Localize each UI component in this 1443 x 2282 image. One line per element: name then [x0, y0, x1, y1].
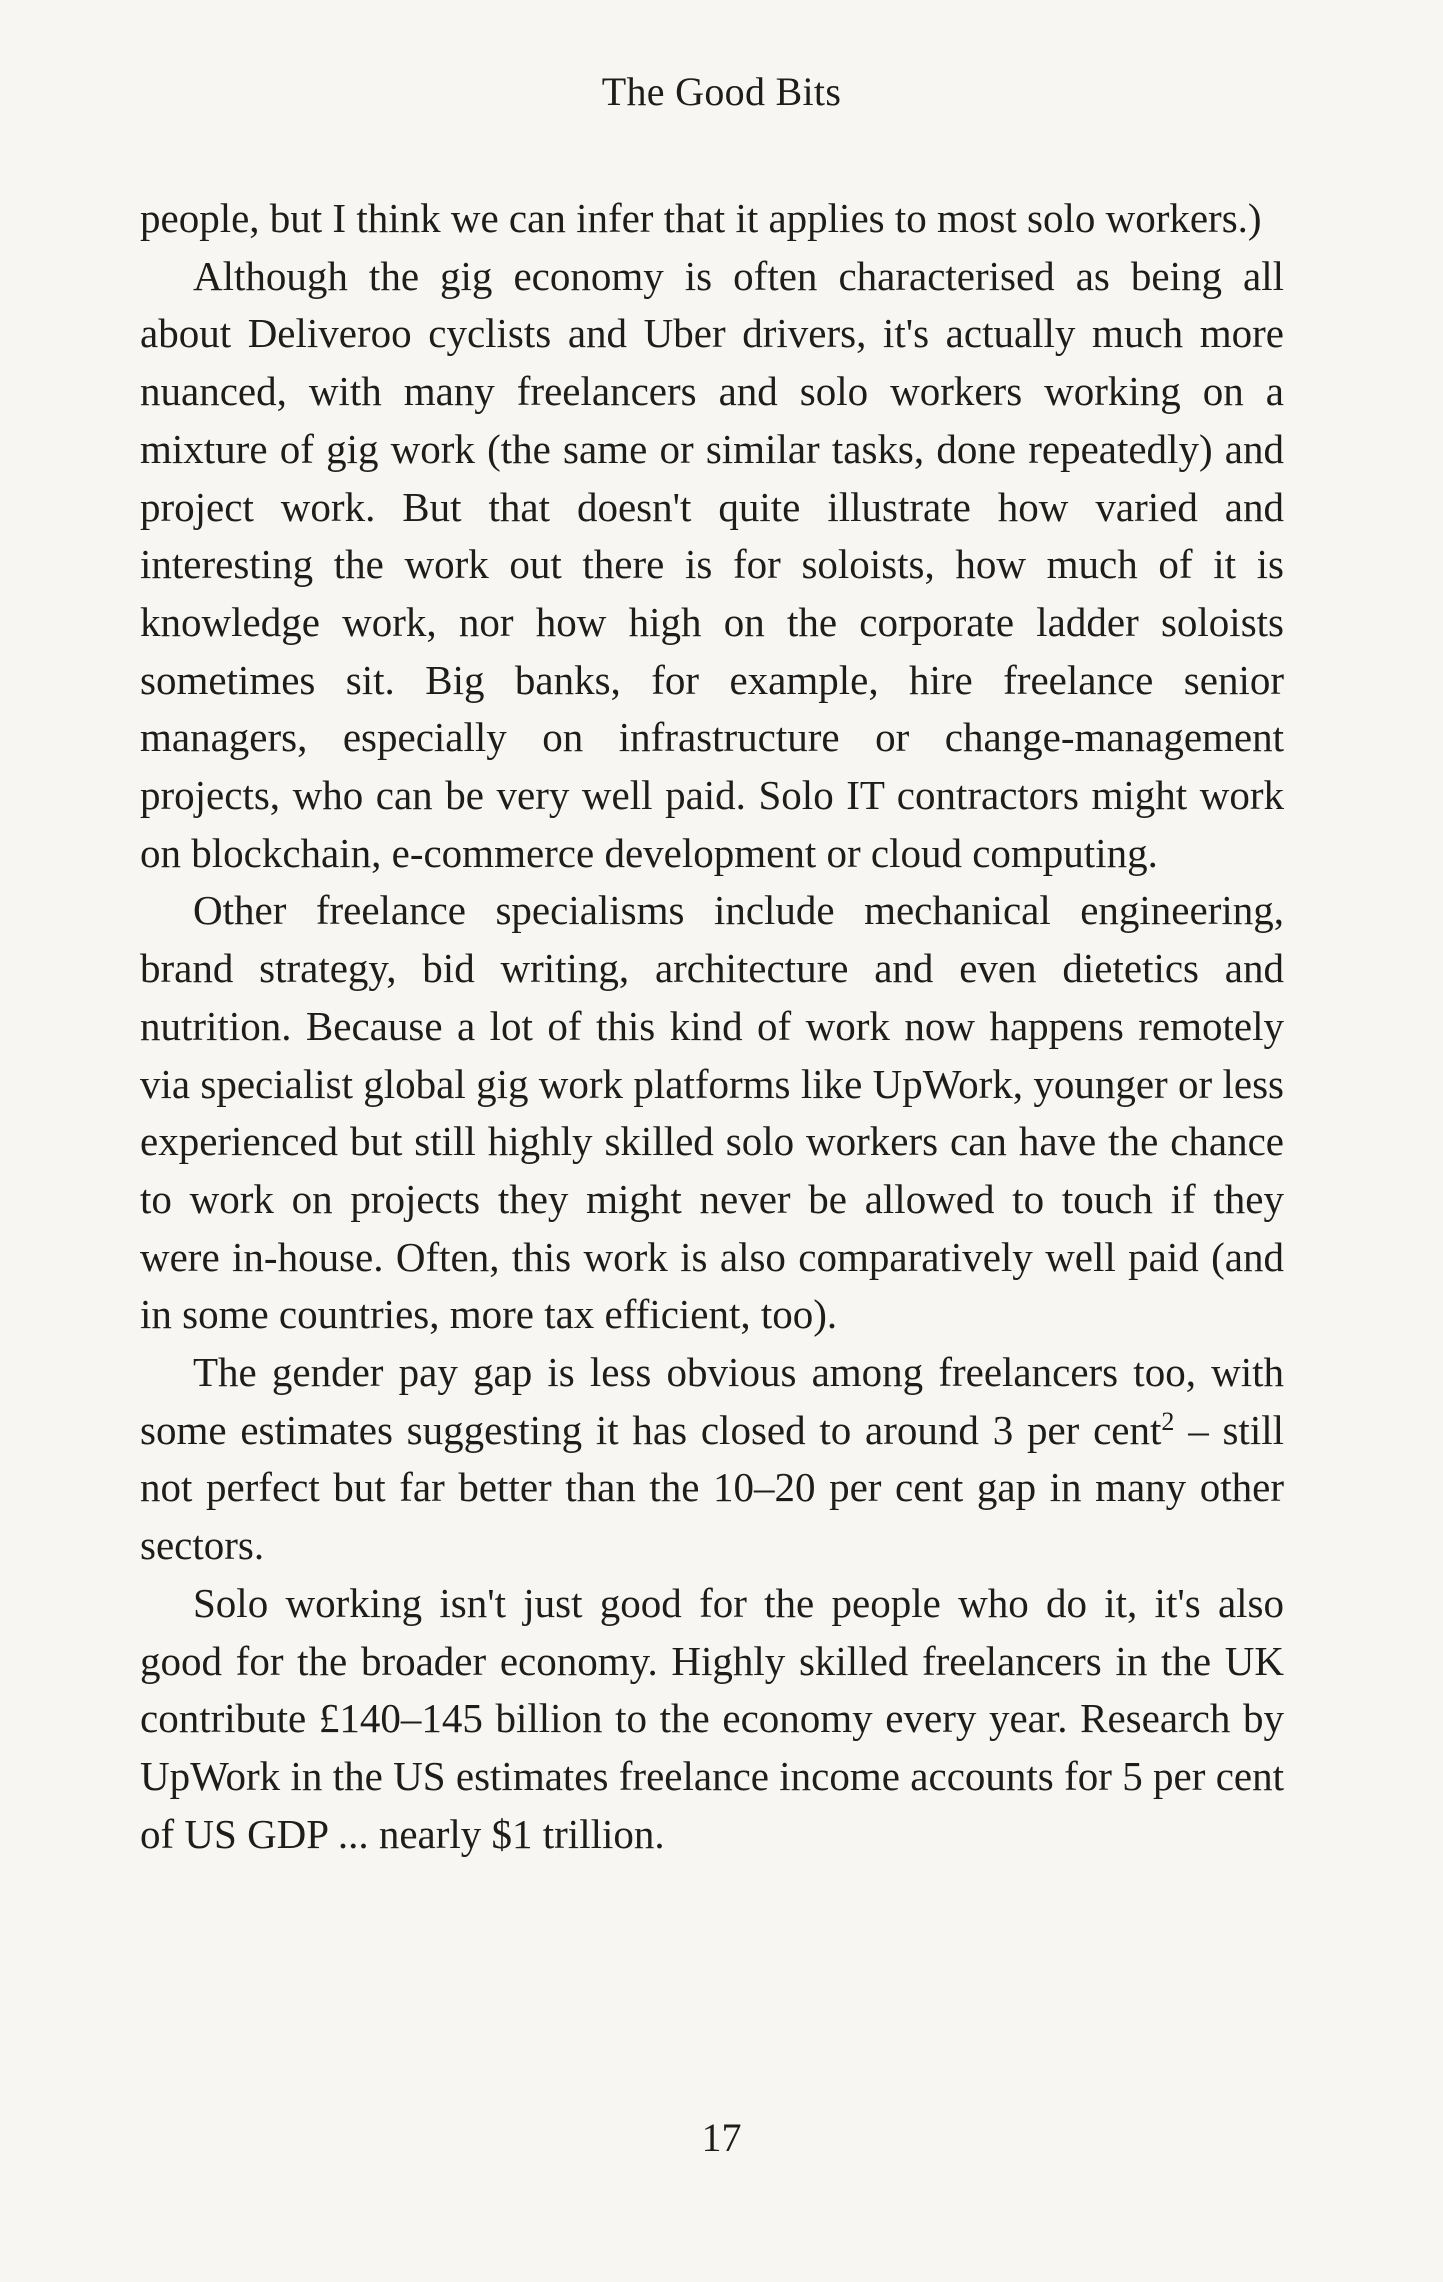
paragraph-pay-gap	[140, 1344, 1284, 1575]
pay-gap-text-before: The gender pay gap is less obvious among freelancers too, with some estimates suggesting it has closed to around 3 per cent	[140, 1349, 1284, 1453]
footnote-ref: 2	[1161, 1406, 1175, 1436]
paragraph-specialisms: Other freelance specialisms include mechanical engineering, brand strategy, bid writing, architecture and even dietetics and nutrition. Because a lot of this kind of work now happens remotely via specialist global gig work platforms like UpWork, younger or less experienced but still highly skilled solo workers can have the chance to work on projects they might never be allowed to touch if they were in-house. Often, this work is also comparatively well paid (and in some countries, more tax efficient, too).	[140, 887, 1284, 1338]
running-head: The Good Bits	[601, 69, 842, 114]
page-number: 17	[701, 2115, 742, 2160]
paragraph-economy: Solo working isn't just good for the people who do it, it's also good for the broader economy. Highly skilled freelancers in the UK contribute £140–145 billion to the economy every year. Research by UpWork in the US estimates freelance income accounts for 5 per cent of US GDP ... nearly $1 trillion.	[140, 1579, 1284, 1857]
body-text	[140, 190, 1284, 1863]
paragraph-continuation: people, but I think we can infer that it applies to most solo workers.)	[140, 195, 1262, 241]
pay-gap-text-after: – still not perfect but far better than the 10–20 per cent gap in many other sectors.	[140, 1406, 1284, 1569]
paragraph-gig-economy: Although the gig economy is often characterised as being all about Deliveroo cyclists and Uber drivers, it's actually much more nuanced, with many freelancers and solo workers working on a mixture of gig work (the same or similar tasks, done repeatedly) and project work. But that doesn't quite illustrate how varied and interesting the work out there is for soloists, how much of it is knowledge work, nor how high on the corporate ladder soloists sometimes sit. Big banks, for example, hire freelance senior managers, especially on infrastructure or change-management projects, who can be very well paid. Solo IT contractors might work on blockchain, e-commerce development or cloud computing.	[140, 252, 1284, 876]
